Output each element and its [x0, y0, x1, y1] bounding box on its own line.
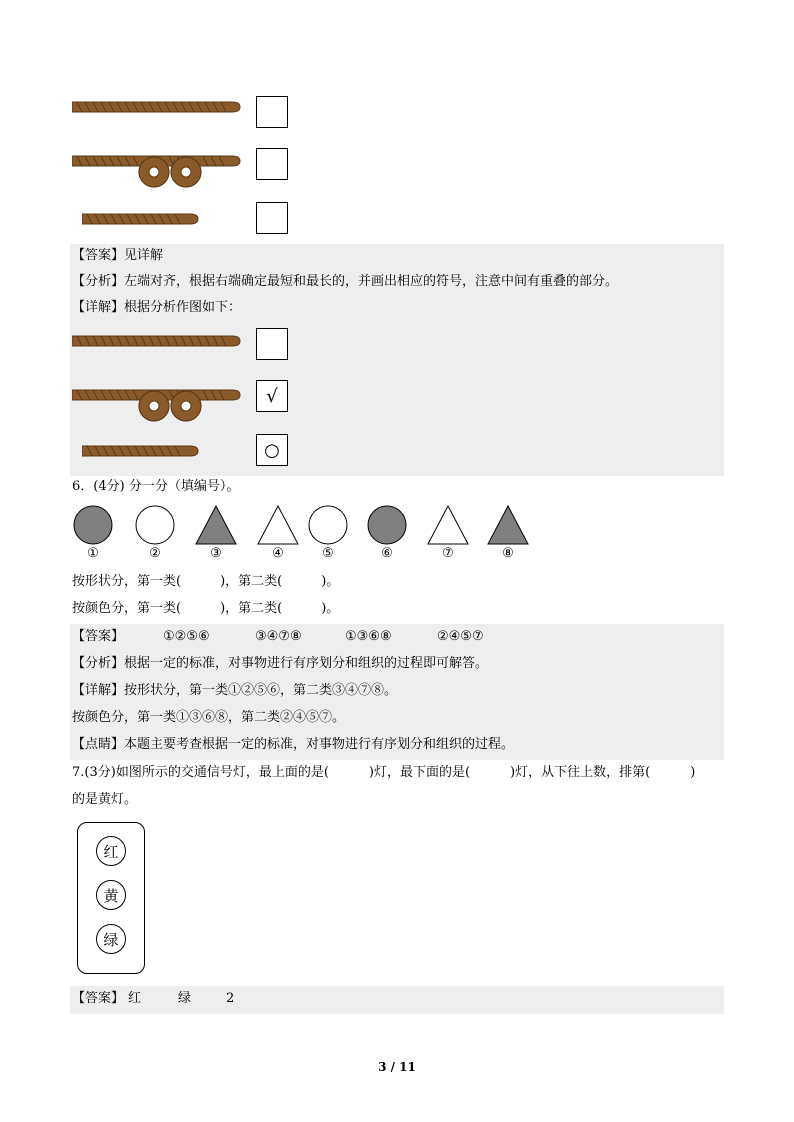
detail-label: 【详解】 — [72, 683, 125, 698]
shape-8-gray-triangle — [486, 504, 530, 546]
q7-text-a: 7.(3分)如图所示的交通信号灯，最上面的是( — [72, 765, 329, 780]
rope-long-solution — [72, 334, 242, 348]
q7-answer-section — [70, 986, 724, 1014]
q6-answer-2: ③④⑦⑧ — [255, 629, 302, 644]
q6-answer-line — [72, 627, 124, 647]
answer-label: 【答案】 — [72, 248, 125, 263]
q7-answer-2: 绿 — [178, 991, 192, 1006]
shape-number-3: ③ — [210, 546, 222, 561]
answer-text: 见详解 — [124, 248, 164, 263]
shape-2-white-circle — [134, 504, 176, 546]
q6-answer-4: ②④⑤⑦ — [437, 629, 484, 644]
rope-knotted — [72, 150, 242, 190]
q6-title: 6．(4分) 分一分（填编号）。 — [72, 479, 240, 494]
q7-answer-1: 红 — [128, 991, 142, 1006]
rope-short — [82, 212, 202, 226]
q5-analysis-line — [72, 272, 618, 292]
q6-analysis-line — [72, 654, 488, 674]
q6-detail-line-2: 按颜色分，第一类①③⑥⑧，第二类②④⑤⑦。 — [72, 710, 346, 725]
q7-answer-line — [72, 989, 124, 1009]
shape-number-2: ② — [149, 546, 161, 561]
traffic-light-yellow: 黄 — [96, 880, 126, 910]
analysis-label: 【分析】 — [72, 274, 125, 289]
shape-number-1: ① — [87, 546, 99, 561]
q6-answer-3: ①③⑥⑧ — [345, 629, 392, 644]
traffic-light-red: 红 — [96, 836, 126, 866]
page-number: 3 / 11 — [378, 1060, 416, 1074]
shape-number-5: ⑤ — [322, 546, 334, 561]
shape-number-8: ⑧ — [502, 546, 514, 561]
q5-answer-line — [72, 246, 163, 266]
q6-answer-1: ①②⑤⑥ — [163, 629, 210, 644]
solution-box-1 — [256, 328, 288, 360]
q5-detail-line — [72, 298, 241, 318]
shape-7-white-triangle — [426, 504, 470, 546]
answer-label: 【答案】 — [72, 991, 125, 1006]
rope-short-solution — [82, 444, 202, 458]
analysis-text: 左端对齐，根据右端确定最短和最长的，并画出相应的符号，注意中间有重叠的部分。 — [124, 274, 619, 289]
shape-1-gray-circle — [72, 504, 114, 546]
q6-detail-line — [72, 681, 397, 701]
shape-3-gray-triangle — [194, 504, 238, 546]
q7-answer-3: 2 — [226, 991, 235, 1006]
tip-label: 【点睛】 — [72, 737, 125, 752]
shape-number-4: ④ — [272, 546, 284, 561]
detail-text: 根据分析作图如下： — [124, 300, 242, 315]
q7-line-2: 的是黄灯。 — [72, 792, 138, 807]
answer-label: 【答案】 — [72, 629, 125, 644]
answer-box-1[interactable] — [256, 96, 288, 128]
detail-label: 【详解】 — [72, 300, 125, 315]
tip-text: 本题主要考查根据一定的标准，对事物进行有序划分和组织的过程。 — [124, 737, 515, 752]
answer-box-3[interactable] — [256, 202, 288, 234]
rope-long — [72, 100, 242, 114]
shape-number-6: ⑥ — [381, 546, 393, 561]
solution-box-2: √ — [256, 380, 288, 412]
rope-knotted-solution — [72, 384, 242, 424]
q7-text-c: )灯，从下往上数，排第( — [510, 765, 651, 780]
q6-line-shape: 按形状分，第一类( )，第二类( )。 — [72, 574, 340, 589]
traffic-light-green: 绿 — [96, 924, 126, 954]
answer-box-2[interactable] — [256, 148, 288, 180]
detail-text: 按形状分，第一类①②⑤⑥，第二类③④⑦⑧。 — [124, 683, 398, 698]
analysis-label: 【分析】 — [72, 656, 125, 671]
q6-tip-line — [72, 735, 514, 755]
shape-5-white-circle — [307, 504, 349, 546]
analysis-text: 根据一定的标准，对事物进行有序划分和组织的过程即可解答。 — [124, 656, 489, 671]
shape-number-7: ⑦ — [442, 546, 454, 561]
q7-text-b: )灯，最下面的是( — [368, 765, 471, 780]
shape-4-white-triangle — [256, 504, 300, 546]
q7-text-d: ) — [690, 765, 696, 780]
q7-line-1 — [72, 763, 695, 783]
solution-box-3: ○ — [256, 434, 288, 466]
q6-line-color: 按颜色分，第一类( )，第二类( )。 — [72, 601, 340, 616]
shape-6-gray-circle — [366, 504, 408, 546]
